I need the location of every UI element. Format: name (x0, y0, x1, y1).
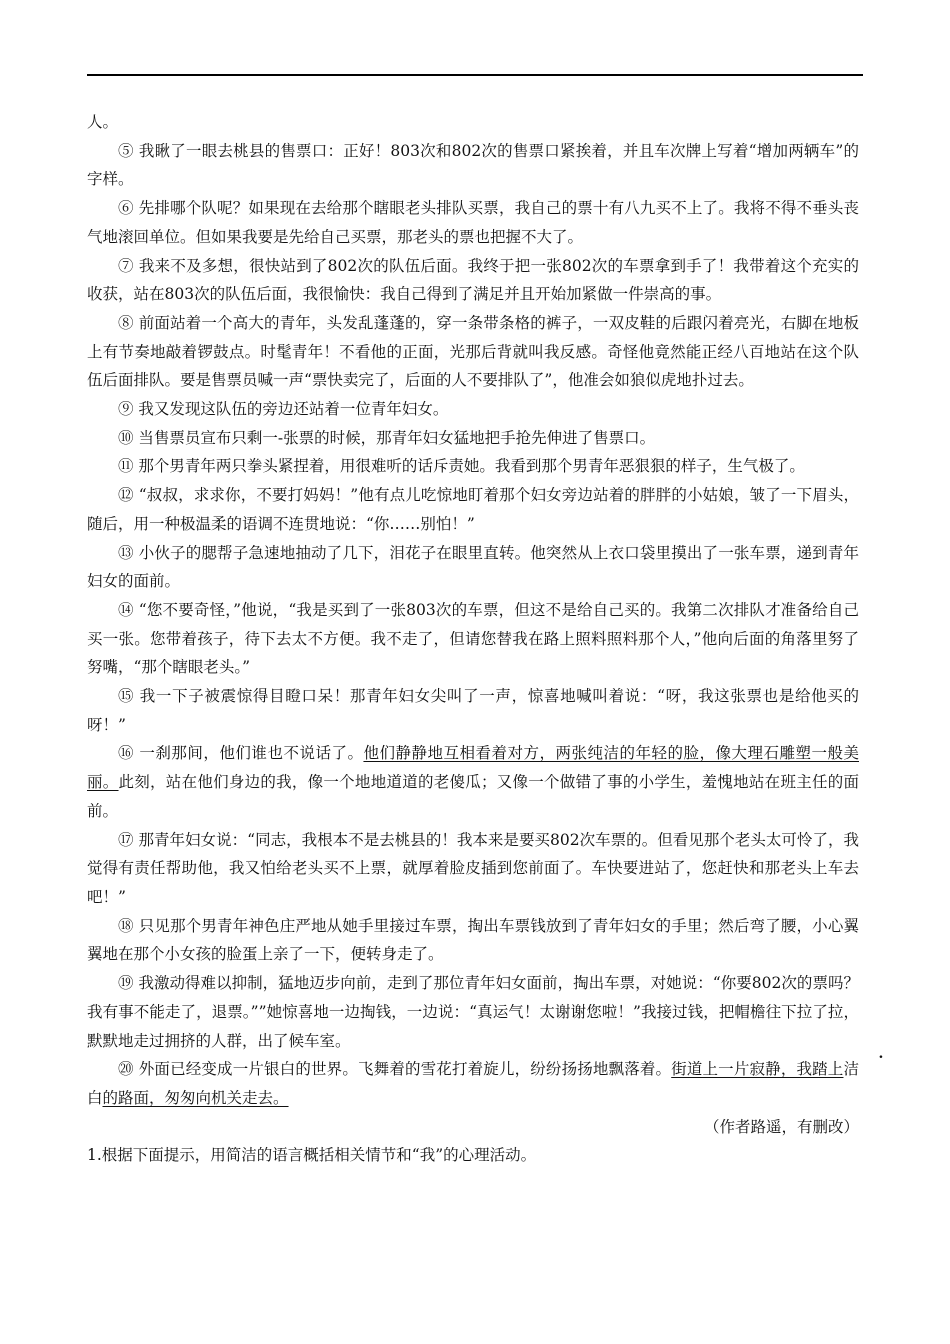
paragraph-17: ⑰ 那青年妇女说：“同志，我根本不是去桃县的！我本来是要买802次车票的。但看见那个老头太可怜了，我觉得有责任帮助他，我又怕给老头买不上票，就厚着脸皮插到您前面了。车快要进站了，您赶快和那老头上车去吧！” (87, 830, 859, 906)
paragraph-16-lead: ⑯ 一刹那间，他们谁也不说话了。 (118, 744, 364, 763)
emphasis-dotted-word: 洁白 (87, 1060, 859, 1107)
paragraph-13: ⑬ 小伙子的腮帮子急速地抽动了几下，泪花子在眼里直转。他突然从上衣口袋里摸出了一张车票，递到青年妇女的面前。 (87, 543, 859, 591)
paragraph-16 (87, 739, 859, 825)
paragraph-9: ⑨ 我又发现这队伍的旁边还站着一位青年妇女。 (118, 400, 449, 419)
paragraph-12: ⑫ “叔叔，求求你，不要打妈妈！”他有点儿吃惊地盯着那个妇女旁边站着的胖胖的小姑娘，皱了一下眉头，随后，用一种极温柔的语调不连贯地说：“你……别怕！” (87, 486, 859, 533)
paragraph-15: ⑮ 我一下子被震惊得目瞪口呆！那青年妇女尖叫了一声，惊喜地喊叫着说：“呀，我这张票也是给他买的呀！” (87, 687, 859, 734)
paragraph-11: ⑪ 那个男青年两只拳头紧捏着，用很难听的话斥责她。我看到那个男青年恶狠狠的样子，生气极了。 (118, 457, 805, 476)
article-body (87, 108, 859, 1170)
paragraph-4-tail: 人。 (87, 113, 119, 131)
underlined-sentence-20a: 街道上一片寂静，我踏上 (671, 1060, 844, 1079)
paragraph-5: ⑤ 我瞅了一眼去桃县的售票口：正好！803次和802次的售票口紧挨着，并且车次牌上写着“增加两辆车”的字样。 (87, 141, 859, 189)
paragraph-6: ⑥ 先排哪个队呢？如果现在去给那个瞎眼老头排队买票，我自己的票十有八九买不上了。我将不得不垂头丧气地滚回单位。但如果我要是先给自己买票，那老头的票也把握不大了。 (87, 199, 859, 246)
paragraph-8: ⑧ 前面站着一个高大的青年，头发乱蓬蓬的，穿一条带条格的裤子，一双皮鞋的后跟闪着亮光，右脚在地板上有节奏地敲着锣鼓点。时髦青年！不看他的正面，光那后背就叫我反感。奇怪他竟然能正经八百地站在这个队伍后面排队。要是售票员喊一声“票快卖完了，后面的人不要排队了”，他准会如狼似虎地扑过去。 (87, 313, 859, 390)
paragraph-18: ⑱ 只见那个男青年神色庄严地从她手里接过车票，掏出车票钱放到了青年妇女的手里；然后弯了腰，小心翼翼地在那个小女孩的脸蛋上亲了一下，便转身走了。 (87, 916, 859, 964)
paragraph-19: ⑲ 我激动得难以抑制，猛地迈步向前，走到了那位青年妇女面前，掏出车票，对她说：“你要802次的票吗？我有事不能走了，退票。””她惊喜地一边掏钱，一边说：“真运气！太谢谢您啦！”我接过钱，把帽檐往下拉了拉，默默地走过拥挤的人群，出了候车室。 (87, 974, 859, 1050)
paragraph-20-lead: ⑳ 外面已经变成一片银白的世界。飞舞着的雪花打着旋儿，纷纷扬扬地飘落着。 (118, 1060, 672, 1079)
header-rule (87, 74, 863, 76)
paragraph-10: ⑩ 当售票员宣布只剩一-张票的时候，那青年妇女猛地把手抢先伸进了售票口。 (118, 428, 656, 447)
paragraph-16-rest: 此刻，站在他们身边的我，像一个地地道道的老傻瓜；又像一个做错了事的小学生，羞愧地站在班主任的面前。 (87, 773, 859, 820)
underlined-sentence-20b: 的路面，匆匆向机关走去。 (102, 1088, 289, 1107)
paragraph-7: ⑦ 我来不及多想，很快站到了802次的队伍后面。我终于把一张802次的车票拿到手了！我带着这个充实的收获，站在803次的队伍后面，我很愉快：我自己得到了满足并且开始加紧做一件崇高的事。 (87, 256, 859, 304)
paragraph-20 (87, 1055, 859, 1112)
underlined-sentence-16: 他们静静地互相看着对方，两张纯洁的年轻的脸，像大理石雕塑一般美丽。 (87, 744, 859, 792)
question-1: 1.根据下面提示，用简洁的语言概括相关情节和“我”的心理活动。 (87, 1146, 537, 1165)
attribution: （作者路遥，有删改） (703, 1117, 859, 1136)
paragraph-14: ⑭ “您不要奇怪，”他说，“我是买到了一张803次的车票，但这不是给自己买的。我第二次排队才准备给自己买一张。您带着孩子，待下去太不方便。我不走了，但请您替我在路上照料照料那个人，”他向后面的角落里努了努嘴，“那个瞎眼老头。” (87, 600, 859, 677)
